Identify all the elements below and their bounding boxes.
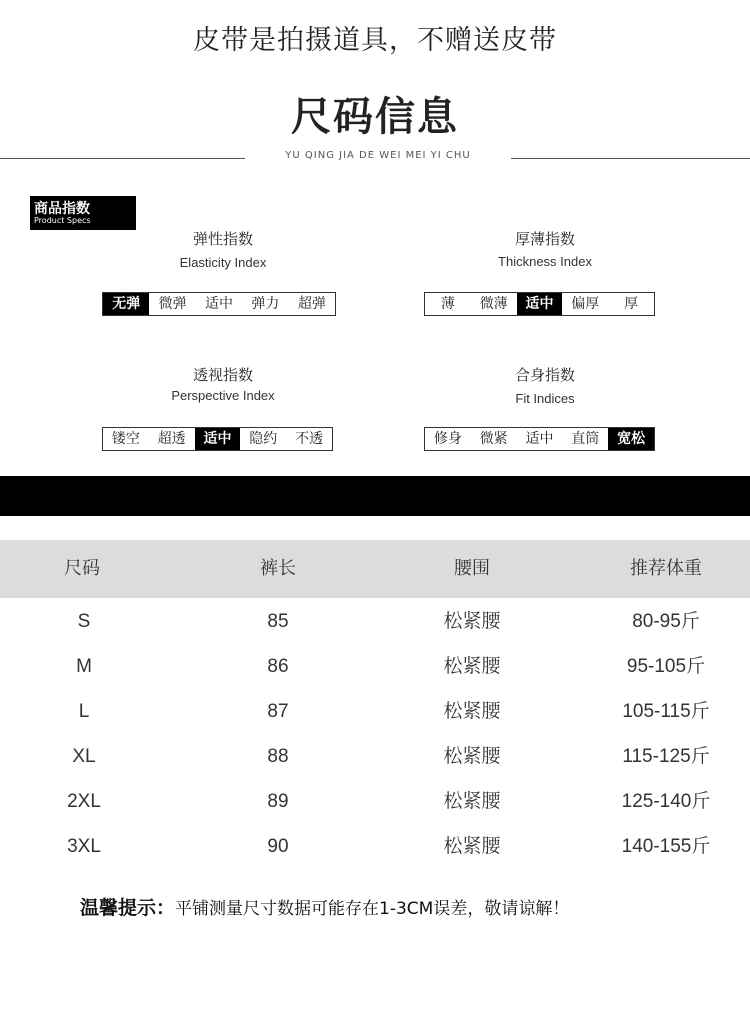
fit-option: 修身 bbox=[433, 431, 462, 447]
fit-scale bbox=[424, 427, 655, 451]
header-size: 尺码 bbox=[64, 558, 100, 579]
thickness-option: 适中 bbox=[517, 293, 563, 315]
elasticity-scale bbox=[102, 292, 336, 316]
weight-cell: 140-155斤 bbox=[621, 836, 711, 857]
length-cell: 90 bbox=[267, 836, 289, 857]
weight-cell: 80-95斤 bbox=[632, 611, 700, 632]
waist-cell: 松紧腰 bbox=[443, 836, 501, 857]
waist-cell: 松紧腰 bbox=[443, 791, 501, 812]
thickness-option: 微薄 bbox=[479, 296, 508, 312]
waist-cell: 松紧腰 bbox=[443, 656, 501, 677]
size-cell: L bbox=[78, 701, 90, 722]
fit-option: 微紧 bbox=[479, 431, 508, 447]
fit-option: 直筒 bbox=[571, 431, 600, 447]
perspective-subtitle: Perspective Index bbox=[171, 388, 275, 403]
perspective-scale bbox=[102, 427, 333, 451]
product-specs-badge bbox=[30, 196, 136, 230]
table-row bbox=[0, 779, 750, 824]
elasticity-option: 弹力 bbox=[251, 296, 280, 312]
perspective-option: 适中 bbox=[195, 428, 241, 450]
length-cell: 85 bbox=[267, 611, 289, 632]
perspective-option: 不透 bbox=[295, 431, 324, 447]
fit-title: 合身指数 bbox=[514, 366, 575, 384]
size-cell: XL bbox=[72, 746, 96, 767]
elasticity-option: 适中 bbox=[205, 296, 234, 312]
badge-title: 商品指数 bbox=[34, 201, 90, 217]
elasticity-title: 弹性指数 bbox=[192, 230, 253, 248]
weight-cell: 115-125斤 bbox=[622, 746, 710, 767]
size-table-header bbox=[0, 540, 750, 598]
weight-cell: 125-140斤 bbox=[621, 791, 711, 812]
thickness-option: 厚 bbox=[624, 296, 639, 312]
weight-cell: 105-115斤 bbox=[622, 701, 710, 722]
size-cell: 3XL bbox=[67, 836, 101, 857]
length-cell: 87 bbox=[267, 701, 289, 722]
elasticity-subtitle: Elasticity Index bbox=[179, 255, 267, 270]
waist-cell: 松紧腰 bbox=[443, 611, 501, 632]
black-banner bbox=[0, 476, 750, 516]
perspective-option: 超透 bbox=[157, 431, 186, 447]
fit-option: 适中 bbox=[525, 431, 554, 447]
thickness-option: 薄 bbox=[440, 296, 455, 312]
perspective-title: 透视指数 bbox=[192, 366, 253, 384]
header-waist: 腰围 bbox=[454, 558, 490, 579]
size-cell: 2XL bbox=[67, 791, 101, 812]
elasticity-option: 微弹 bbox=[158, 296, 187, 312]
size-cell: S bbox=[77, 611, 91, 632]
measurement-tip bbox=[80, 893, 569, 920]
table-row bbox=[0, 824, 750, 869]
fit-option: 宽松 bbox=[608, 428, 654, 450]
table-row bbox=[0, 644, 750, 689]
thickness-title: 厚薄指数 bbox=[514, 230, 575, 248]
table-row bbox=[0, 599, 750, 644]
length-cell: 88 bbox=[267, 746, 289, 767]
length-cell: 89 bbox=[267, 791, 289, 812]
tip-text: 平铺测量尺寸数据可能存在1-3CM误差，敬请谅解！ bbox=[175, 899, 570, 919]
photo-prop-notice: 皮带是拍摄道具，不赠送皮带 bbox=[193, 25, 557, 56]
elasticity-option: 无弹 bbox=[103, 293, 149, 315]
thickness-scale bbox=[424, 292, 655, 316]
length-cell: 86 bbox=[267, 656, 289, 677]
page-subtitle: YU QING JIA DE WEI MEI YI CHU bbox=[285, 150, 471, 161]
page-title: 尺码信息 bbox=[291, 94, 459, 140]
divider-right bbox=[511, 158, 750, 159]
size-cell: M bbox=[76, 656, 92, 677]
table-row bbox=[0, 689, 750, 734]
thickness-option: 偏厚 bbox=[571, 296, 600, 312]
weight-cell: 95-105斤 bbox=[626, 656, 706, 677]
fit-subtitle: Fit Indices bbox=[515, 391, 575, 406]
header-weight: 推荐体重 bbox=[630, 558, 702, 579]
perspective-option: 隐约 bbox=[249, 431, 278, 447]
perspective-option: 镂空 bbox=[111, 431, 140, 447]
thickness-subtitle: Thickness Index bbox=[498, 254, 592, 269]
waist-cell: 松紧腰 bbox=[443, 701, 501, 722]
tip-label: 温馨提示： bbox=[80, 897, 176, 919]
badge-subtitle: Product Specs bbox=[34, 216, 91, 225]
elasticity-option: 超弹 bbox=[297, 296, 326, 312]
divider-left bbox=[0, 158, 245, 159]
waist-cell: 松紧腰 bbox=[443, 746, 501, 767]
header-length: 裤长 bbox=[260, 558, 296, 579]
table-row bbox=[0, 734, 750, 779]
